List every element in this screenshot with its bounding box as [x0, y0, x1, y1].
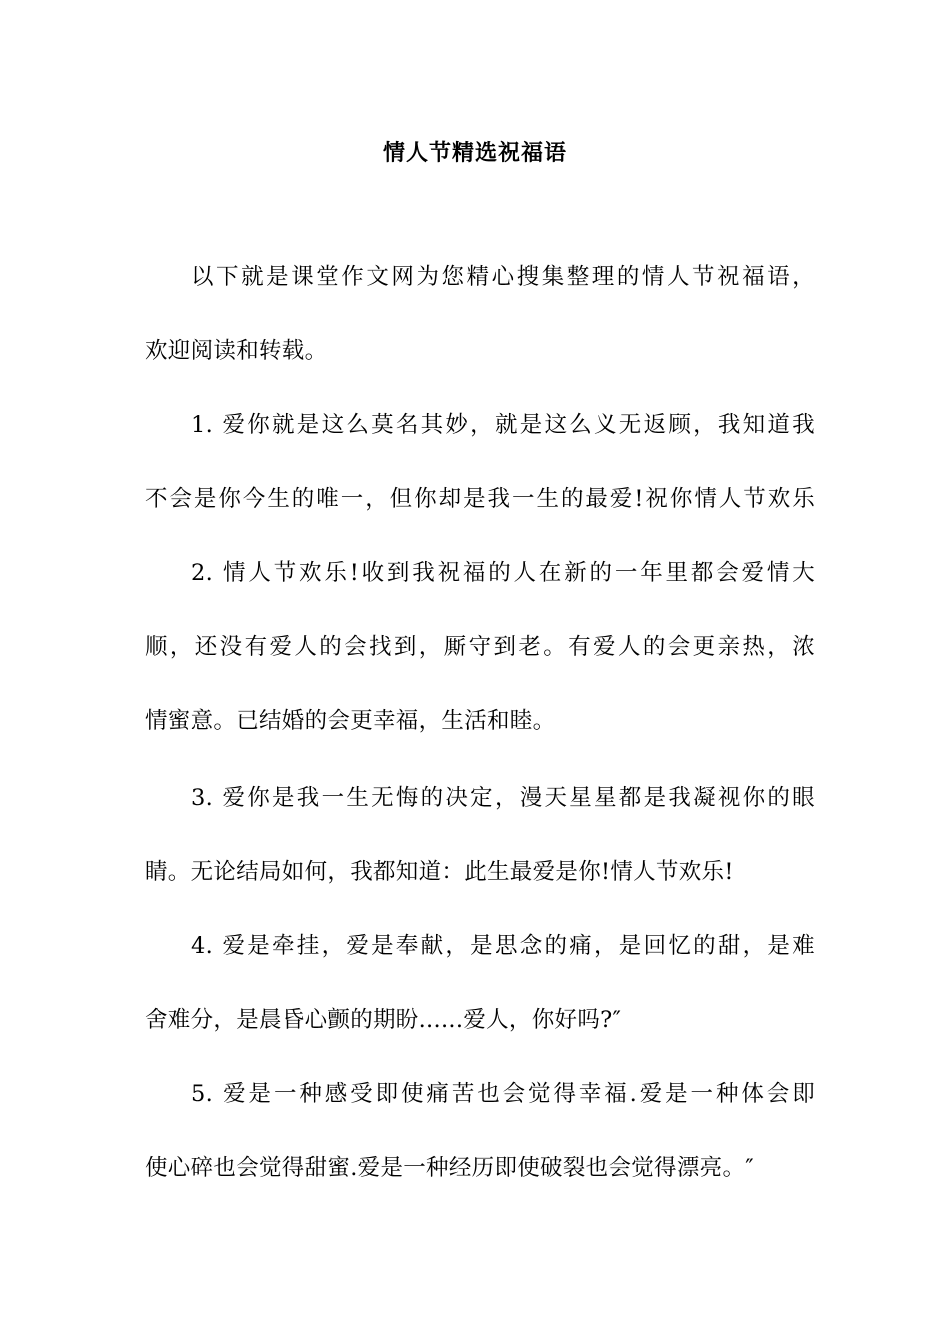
blessing-1-line-2: 不会是你今生的唯一，但你却是我一生的最爱!祝你情人节欢乐 [145, 486, 815, 512]
paragraph-intro-line-2: 欢迎阅读和转载。 [145, 338, 328, 364]
blessing-1-line-1: 1. 爱你就是这么莫名其妙，就是这么义无返顾，我知道我 [191, 412, 815, 438]
blessing-4-line-1: 4. 爱是牵挂，爱是奉献，是思念的痛，是回忆的甜，是难 [191, 933, 815, 959]
paragraph-intro-line-1: 以下就是课堂作文网为您精心搜集整理的情人节祝福语， [191, 264, 815, 290]
blessing-4-line-2: 舍难分，是晨昏心颤的期盼......爱人，你好吗?″ [145, 1007, 622, 1033]
blessing-2-line-2: 顺，还没有爱人的会找到，厮守到老。有爱人的会更亲热，浓 [145, 634, 815, 660]
blessing-5-line-2: 使心碎也会觉得甜蜜.爱是一种经历即使破裂也会觉得漂亮。″ [145, 1155, 754, 1181]
blessing-3-line-1: 3. 爱你是我一生无悔的决定，漫天星星都是我凝视你的眼 [191, 785, 815, 811]
document-title: 情人节精选祝福语 [382, 141, 567, 166]
blessing-2-line-1: 2. 情人节欢乐!收到我祝福的人在新的一年里都会爱情大 [191, 560, 815, 586]
blessing-5-line-1: 5. 爱是一种感受即使痛苦也会觉得幸福.爱是一种体会即 [191, 1081, 815, 1107]
blessing-2-line-3: 情蜜意。已结婚的会更幸福，生活和睦。 [145, 708, 556, 734]
blessing-3-line-2: 睛。无论结局如何，我都知道：此生最爱是你!情人节欢乐! [145, 859, 734, 885]
